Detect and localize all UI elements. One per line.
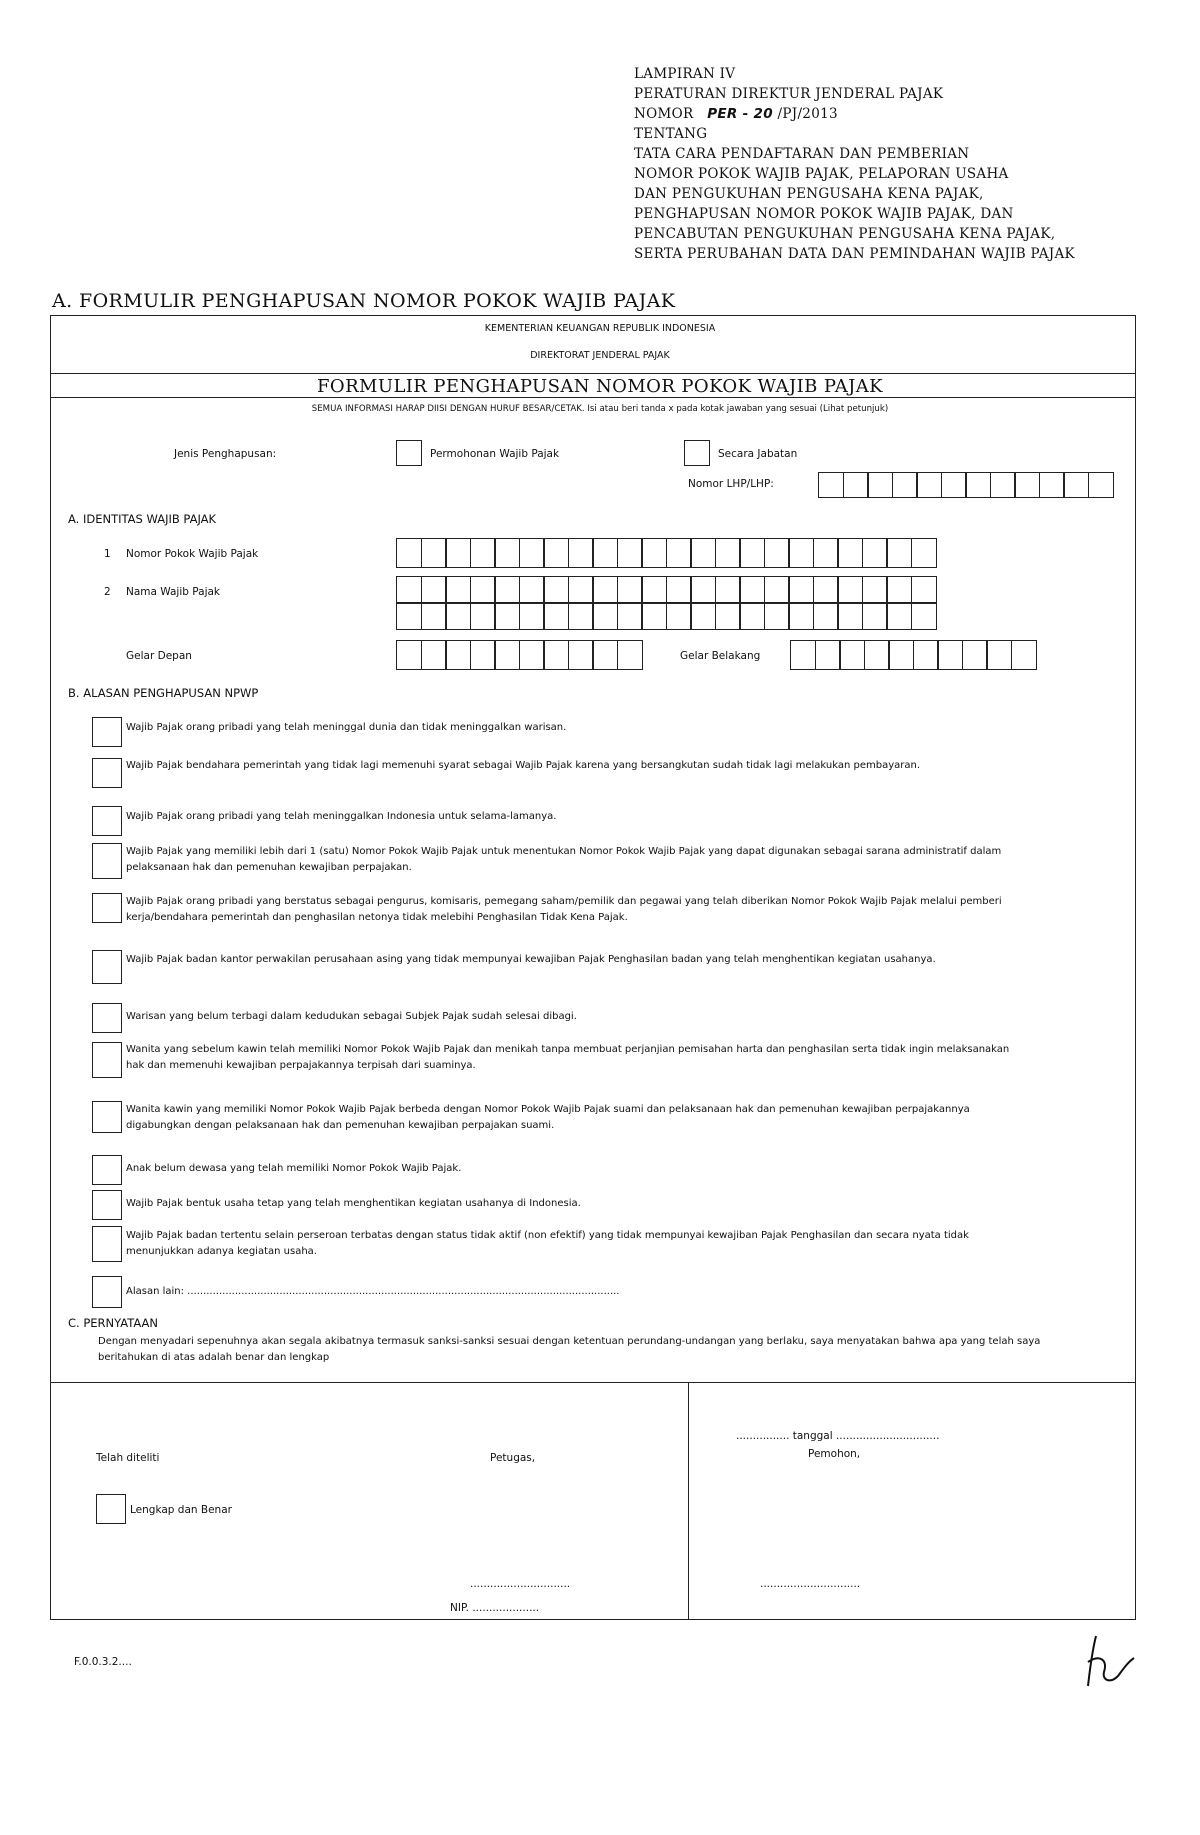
lhp-label: Nomor LHP/LHP: [688, 478, 774, 490]
reason-checkbox[interactable] [92, 843, 122, 879]
directorate-name: DIREKTORAT JENDERAL PAJAK [530, 350, 670, 361]
divider [50, 397, 1136, 398]
alasan-heading: B. ALASAN PENGHAPUSAN NPWP [68, 686, 259, 700]
jenis-label: Jenis Penghapusan: [174, 448, 277, 460]
nomor-handwritten: PER - 20 [707, 106, 773, 122]
reason-text: Wajib Pajak orang pribadi yang berstatus sebagai pengurus, komisaris, pemegang saham/pemilik dan pegawai yang telah diberikan Nomor Pokok Wajib Pajak melalui pemberi kerja/bendahara pemerintah dan penghasilan netonya tidak melebihi Penghasilan Tidak Kena Pajak. [126, 896, 1002, 923]
permohonan-label: Permohonan Wajib Pajak [430, 448, 560, 460]
pemohon-signature-line: .............................. [760, 1578, 861, 1590]
reason-text: Wajib Pajak bentuk usaha tetap yang telah menghentikan kegiatan usahanya di Indonesia. [126, 1198, 581, 1209]
lhp-input[interactable] [818, 472, 1112, 498]
npwp-label: Nomor Pokok Wajib Pajak [126, 548, 259, 560]
divider [50, 373, 1136, 374]
header-line: SERTA PERUBAHAN DATA DAN PEMINDAHAN WAJIB PAJAK [634, 246, 1075, 262]
form-title: FORMULIR PENGHAPUSAN NOMOR POKOK WAJIB PAJAK [317, 376, 883, 397]
permohonan-checkbox[interactable] [396, 440, 422, 466]
reason-text: Wajib Pajak badan tertentu selain perseroan terbatas dengan status tidak aktif (non efektif) yang tidak mempunyai kewajiban Pajak Penghasilan dan secara nyata tidak menunjukkan adanya kegiatan usaha. [126, 1230, 969, 1257]
gelar-depan-input[interactable] [396, 640, 641, 670]
header-line: TENTANG [634, 126, 708, 142]
reason-text: Wajib Pajak badan kantor perwakilan perusahaan asing yang tidak mempunyai kewajiban Pajak Penghasilan badan yang telah menghentikan kegiatan usahanya. [126, 954, 936, 965]
reason-checkbox[interactable] [92, 717, 122, 747]
jabatan-label: Secara Jabatan [718, 448, 798, 460]
section-title: A. FORMULIR PENGHAPUSAN NOMOR POKOK WAJIB PAJAK [52, 290, 676, 312]
reason-checkbox[interactable] [92, 1003, 122, 1033]
header-line: PENCABUTAN PENGUKUHAN PENGUSAHA KENA PAJAK, [634, 226, 1056, 242]
tanggal-line: ................ tanggal ............................... [736, 1430, 940, 1442]
pernyataan-text: Dengan menyadari sepenuhnya akan segala akibatnya termasuk sanksi-sanksi sesuai dengan ketentuan perundang-undangan yang berlaku, saya menyatakan bahwa apa yang telah saya beritahukan di atas adalah benar dan lengkap [98, 1336, 1041, 1363]
paraf-signature [1078, 1632, 1138, 1692]
header-line: LAMPIRAN IV [634, 66, 736, 82]
reason-text: Wajib Pajak bendahara pemerintah yang tidak lagi memenuhi syarat sebagai Wajib Pajak karena yang bersangkutan sudah tidak lagi melakukan pembayaran. [126, 760, 921, 771]
reason-checkbox[interactable] [92, 1101, 122, 1133]
divider [50, 1382, 1136, 1383]
regulation-header [634, 64, 1104, 264]
reason-checkbox[interactable] [92, 1042, 122, 1078]
reason-checkbox[interactable] [92, 950, 122, 984]
nip-line: NIP. .................... [450, 1602, 540, 1614]
nomor-line [634, 104, 1104, 124]
pernyataan-heading: C. PERNYATAAN [68, 1316, 159, 1330]
reason-text: Wajib Pajak yang memiliki lebih dari 1 (satu) Nomor Pokok Wajib Pajak untuk menentukan Nomor Pokok Wajib Pajak yang dapat digunakan sebagai sarana administratif dalam pelaksanaan hak dan pemenuhan kewajiban perpajakan. [126, 846, 1002, 873]
header-line: PENGHAPUSAN NOMOR POKOK WAJIB PAJAK, DAN [634, 206, 1014, 222]
header-line: PERATURAN DIREKTUR JENDERAL PAJAK [634, 86, 944, 102]
lengkap-benar-checkbox[interactable] [96, 1494, 126, 1524]
ministry-name: KEMENTERIAN KEUANGAN REPUBLIK INDONESIA [484, 323, 716, 334]
nama-label: Nama Wajib Pajak [126, 586, 220, 598]
reason-text: Alasan lain: ........................................................................................................................................ [126, 1286, 620, 1297]
nomor-suffix: /PJ/2013 [777, 106, 838, 122]
nama-number: 2 [104, 586, 111, 598]
reason-checkbox[interactable] [92, 1190, 122, 1220]
gelar-belakang-input[interactable] [790, 640, 1035, 670]
petugas-label: Petugas, [490, 1452, 536, 1464]
nama-input-row-1[interactable] [396, 576, 935, 604]
header-line: NOMOR POKOK WAJIB PAJAK, PELAPORAN USAHA [634, 166, 1009, 182]
reason-text: Anak belum dewasa yang telah memiliki Nomor Pokok Wajib Pajak. [126, 1163, 462, 1174]
reason-text: Wanita kawin yang memiliki Nomor Pokok Wajib Pajak berbeda dengan Nomor Pokok Wajib Pajak suami dan pelaksanaan hak dan pemenuhan kewajiban perpajakannya digabungkan dengan pelaksanaan hak dan pemenuhan kewajiban perpajakan suami. [126, 1104, 970, 1131]
npwp-input[interactable] [396, 538, 935, 568]
reason-checkbox[interactable] [92, 758, 122, 788]
header-line: DAN PENGUKUHAN PENGUSAHA KENA PAJAK, [634, 186, 984, 202]
reason-checkbox[interactable] [92, 893, 122, 923]
npwp-number: 1 [104, 548, 111, 560]
gelar-belakang-label: Gelar Belakang [680, 650, 761, 662]
form-instruction: SEMUA INFORMASI HARAP DIISI DENGAN HURUF BESAR/CETAK. Isi atau beri tanda x pada kotak jawaban yang sesuai (Lihat petunjuk) [311, 404, 889, 414]
nomor-label: NOMOR [634, 106, 694, 122]
telah-diteliti-label: Telah diteliti [96, 1452, 160, 1464]
reason-checkbox[interactable] [92, 1155, 122, 1185]
divider [688, 1382, 689, 1620]
reason-text: Wanita yang sebelum kawin telah memiliki Nomor Pokok Wajib Pajak dan menikah tanpa membuat perjanjian pemisahan harta dan penghasilan serta tidak ingin melaksanakan hak dan memenuhi kewajiban perpajakannya terpisah dari suaminya. [126, 1044, 1010, 1071]
form-code: F.0.0.3.2.... [74, 1656, 132, 1668]
nama-input-row-2[interactable] [396, 602, 935, 630]
reason-text: Warisan yang belum terbagi dalam kedudukan sebagai Subjek Pajak sudah selesai dibagi. [126, 1011, 577, 1022]
lengkap-benar-label: Lengkap dan Benar [130, 1504, 232, 1516]
header-line: TATA CARA PENDAFTARAN DAN PEMBERIAN [634, 146, 970, 162]
reason-text: Wajib Pajak orang pribadi yang telah meninggal dunia dan tidak meninggalkan warisan. [126, 722, 567, 733]
reason-text: Wajib Pajak orang pribadi yang telah meninggalkan Indonesia untuk selama-lamanya. [126, 811, 557, 822]
gelar-depan-label: Gelar Depan [126, 650, 192, 662]
jabatan-checkbox[interactable] [684, 440, 710, 466]
pemohon-label: Pemohon, [808, 1448, 861, 1460]
petugas-signature-line: .............................. [470, 1578, 571, 1590]
reason-checkbox[interactable] [92, 806, 122, 836]
identitas-heading: A. IDENTITAS WAJIB PAJAK [68, 512, 217, 526]
reason-checkbox[interactable] [92, 1226, 122, 1262]
reason-checkbox[interactable] [92, 1276, 122, 1308]
